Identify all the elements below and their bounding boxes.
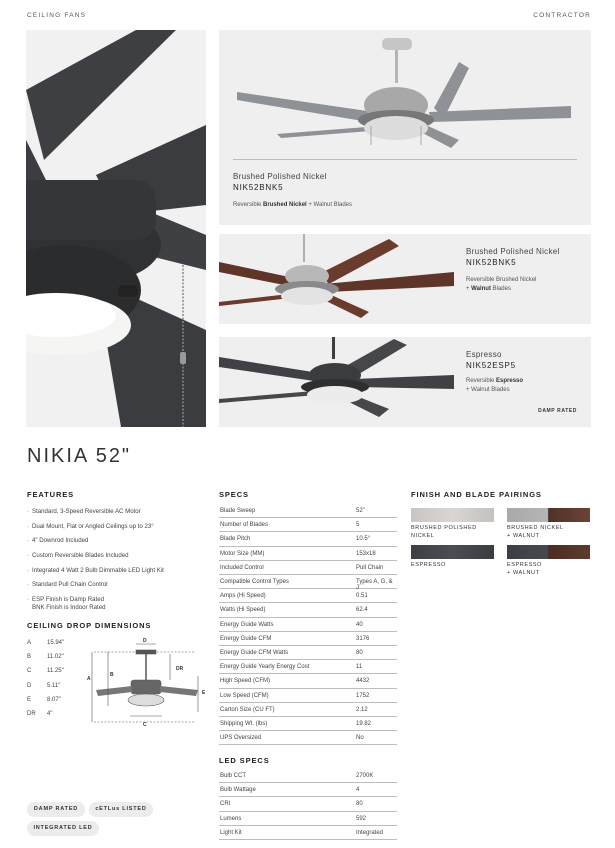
finish-panel-bnk bbox=[219, 30, 591, 225]
line-label: CONTRACTOR bbox=[533, 12, 591, 19]
table-row: Carton Size (CU FT) 2.12 bbox=[219, 703, 397, 717]
table-row: Number of Blades 5 bbox=[219, 518, 397, 532]
dimension-diagram bbox=[86, 636, 211, 732]
table-row: Included Control Pull Chain bbox=[219, 561, 397, 575]
diagram-label-dr: DR bbox=[176, 666, 184, 672]
table-row: Blade Pitch 10.5° bbox=[219, 532, 397, 546]
list-item: · Standard, 3-Speed Reversible AC Motor bbox=[27, 508, 212, 516]
table-row: E 8.07" bbox=[27, 696, 61, 703]
list-item: · Standard Pull Chain Control bbox=[27, 581, 212, 589]
table-row: Compatible Control Types Types A, G, & J bbox=[219, 575, 397, 589]
table-row: UPS Oversized No bbox=[219, 731, 397, 745]
finish-code: NIK52BNK5 bbox=[233, 183, 284, 192]
table-row: B 11.02" bbox=[27, 654, 64, 661]
specs-table bbox=[219, 504, 397, 746]
table-row: Motor Size (MM) 153x18 bbox=[219, 547, 397, 561]
table-row: Blade Sweep 52" bbox=[219, 504, 397, 518]
table-row: C 11.25" bbox=[27, 668, 64, 675]
table-row: Light Kit Integrated bbox=[219, 826, 397, 840]
swatch-label: ESPRESSO bbox=[411, 562, 447, 568]
table-row: Bulb Wattage 4 bbox=[219, 783, 397, 797]
finish-name: Brushed Polished Nickel bbox=[466, 247, 560, 256]
finish-description: Reversible Brushed Nickel + Walnut Blades bbox=[466, 277, 537, 292]
finish-panel-bnk-walnut bbox=[219, 234, 591, 324]
diagram-label-b: B bbox=[110, 672, 114, 678]
list-item: · Custom Reversible Blades Included bbox=[27, 552, 212, 560]
fan-bnk-illustration bbox=[219, 30, 591, 160]
badge-damp-rated: DAMP RATED bbox=[27, 802, 85, 817]
fan-bnk-walnut-illustration bbox=[219, 234, 454, 324]
list-item: · 4" Downrod Included bbox=[27, 537, 212, 545]
swatch-brushed-nickel-walnut bbox=[507, 508, 590, 522]
table-row: Energy Guide Yearly Energy Cost 11 bbox=[219, 660, 397, 674]
table-row: Energy Guide CFM Watts 80 bbox=[219, 646, 397, 660]
table-row: Watts (Hi Speed) 62.4 bbox=[219, 603, 397, 617]
dimensions-heading: CEILING DROP DIMENSIONS bbox=[27, 621, 152, 630]
diagram-label-c: C bbox=[143, 722, 147, 728]
table-row: Energy Guide CFM 3176 bbox=[219, 632, 397, 646]
diagram-label-e: E bbox=[202, 690, 206, 696]
table-row: Lumens 592 bbox=[219, 812, 397, 826]
badge-integrated-led: INTEGRATED LED bbox=[27, 821, 99, 836]
swatch-label: BRUSHED NICKEL + WALNUT bbox=[507, 525, 564, 539]
finish-description: Reversible Espresso + Walnut Blades bbox=[466, 378, 524, 393]
hero-fan-closeup bbox=[26, 30, 206, 427]
damp-rated-tag: DAMP RATED bbox=[538, 408, 577, 414]
diagram-label-a: A bbox=[87, 676, 91, 682]
list-item: · Dual Mount, Flat or Angled Ceilings up to 23° bbox=[27, 523, 212, 531]
specs-heading: SPECS bbox=[219, 490, 249, 499]
fan-closeup-illustration bbox=[26, 30, 206, 427]
finish-name: Brushed Polished Nickel bbox=[233, 172, 327, 181]
swatch-label: ESPRESSO + WALNUT bbox=[507, 562, 543, 576]
table-row: A 15.94" bbox=[27, 640, 65, 646]
swatch-brushed-polished-nickel bbox=[411, 508, 494, 522]
finish-description: Reversible Brushed Nickel + Walnut Blades bbox=[233, 202, 353, 208]
table-row: D 5.11" bbox=[27, 682, 61, 689]
fan-espresso-illustration bbox=[219, 337, 454, 427]
finish-panel-espresso bbox=[219, 337, 591, 427]
swatch-espresso-walnut bbox=[507, 545, 590, 559]
swatch-label: BRUSHED POLISHED NICKEL bbox=[411, 525, 477, 539]
table-row: High Speed (CFM) 4432 bbox=[219, 674, 397, 688]
features-list bbox=[27, 508, 212, 613]
finish-code: NIK52BNK5 bbox=[466, 258, 517, 267]
table-row: CRI 80 bbox=[219, 797, 397, 811]
features-heading: FEATURES bbox=[27, 490, 75, 499]
product-title: NIKIA 52" bbox=[27, 445, 132, 467]
table-row: Amps (Hi Speed) 0.51 bbox=[219, 589, 397, 603]
table-row: Bulb CCT 2700K bbox=[219, 769, 397, 783]
list-item: · ESP Finish is Damp Rated BNK Finish is Indoor Rated bbox=[27, 596, 212, 611]
swatch-espresso bbox=[411, 545, 494, 559]
badge-cetl-listed: cETLus LISTED bbox=[89, 802, 153, 817]
diagram-label-d: D bbox=[143, 638, 147, 644]
table-row: Low Speed (CFM) 1752 bbox=[219, 689, 397, 703]
table-row: Energy Guide Watts 40 bbox=[219, 618, 397, 632]
table-row: DR 4" bbox=[27, 711, 53, 717]
category-label: CEILING FANS bbox=[27, 12, 87, 19]
finish-name: Espresso bbox=[466, 350, 502, 359]
finish-code: NIK52ESP5 bbox=[466, 361, 516, 370]
table-row: Shipping Wt. (lbs) 19.82 bbox=[219, 717, 397, 731]
list-item: · Integrated 4 Watt 2 Bulb Dimmable LED Light Kit bbox=[27, 567, 212, 575]
led-specs-heading: LED SPECS bbox=[219, 756, 270, 765]
led-specs-table bbox=[219, 769, 397, 841]
dimensions-table bbox=[27, 636, 83, 722]
pairings-heading: FINISH AND BLADE PAIRINGS bbox=[411, 490, 542, 499]
